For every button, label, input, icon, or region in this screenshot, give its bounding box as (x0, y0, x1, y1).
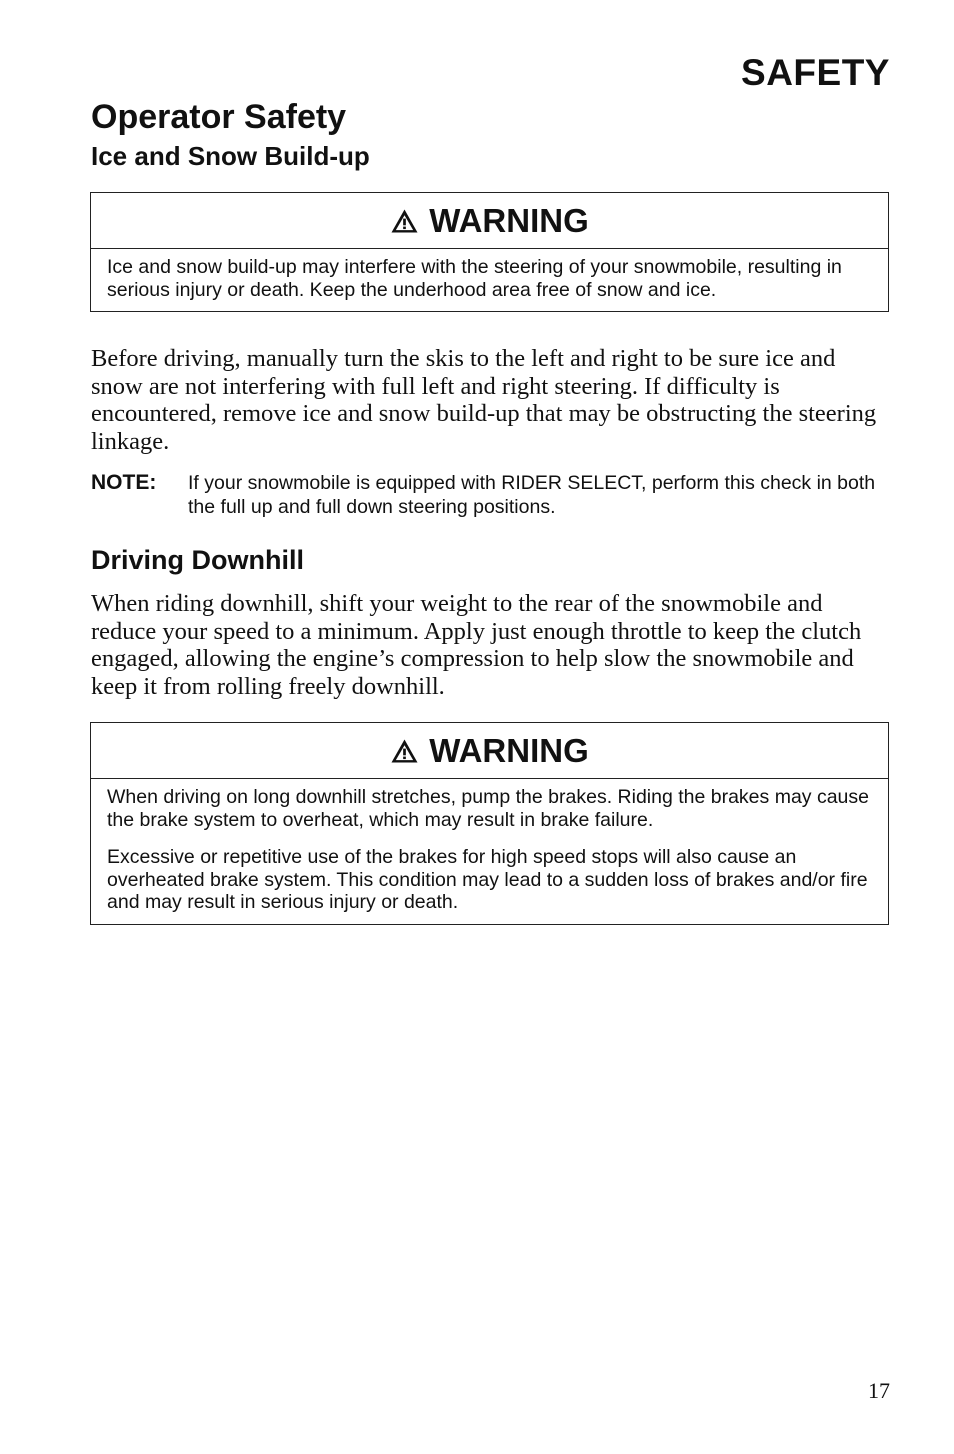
note (91, 471, 891, 519)
warning-triangle-icon (390, 738, 419, 764)
heading-ice-snow-buildup: Ice and Snow Build-up (91, 141, 370, 171)
warning-box-ice-snow (90, 192, 889, 312)
warning-text: Excessive or repetitive use of the brakes for high speed stops will also cause an overheated brake system. This condition may lead to a sudden loss of brakes and/or fire and may result in serious injury or death. (107, 846, 868, 913)
page-number: 17 (868, 1378, 890, 1403)
heading-driving-downhill: Driving Downhill (91, 545, 304, 575)
section-header: SAFETY (741, 52, 890, 93)
warning-triangle-icon (390, 208, 419, 234)
warning-text: When driving on long downhill stretches, pump the brakes. Riding the brakes may cause the brake system to overheat, which may result in brake failure. (107, 786, 869, 831)
warning-box-downhill-brakes (90, 722, 889, 925)
heading-operator-safety: Operator Safety (91, 98, 347, 136)
note-text: If your snowmobile is equipped with RIDER SELECT, perform this check in both the full up and full down steering positions. (188, 472, 876, 518)
paragraph-before-driving: Before driving, manually turn the skis to the left and right to be sure ice and snow are not interfering with full left and right steering. If difficulty is encountered, remove ice and snow build-up that may be obstructing the steering linkage. (91, 345, 877, 455)
note-label: NOTE: (91, 471, 157, 494)
warning-header (91, 723, 888, 779)
warning-body (91, 779, 888, 924)
warning-text: Ice and snow build-up may interfere with the steering of your snowmobile, resulting in serious injury or death. Keep the underhood area free of snow and ice. (107, 256, 842, 301)
warning-label: WARNING (429, 731, 589, 769)
warning-body (91, 249, 888, 311)
warning-header (91, 193, 888, 249)
warning-label: WARNING (429, 201, 589, 239)
paragraph-riding-downhill: When riding downhill, shift your weight to the rear of the snowmobile and reduce your speed to a minimum. Apply just enough throttle to keep the clutch engaged, allowing the engine’s compression to help slow the snowmobile and keep it from rolling freely downhill. (91, 590, 862, 700)
